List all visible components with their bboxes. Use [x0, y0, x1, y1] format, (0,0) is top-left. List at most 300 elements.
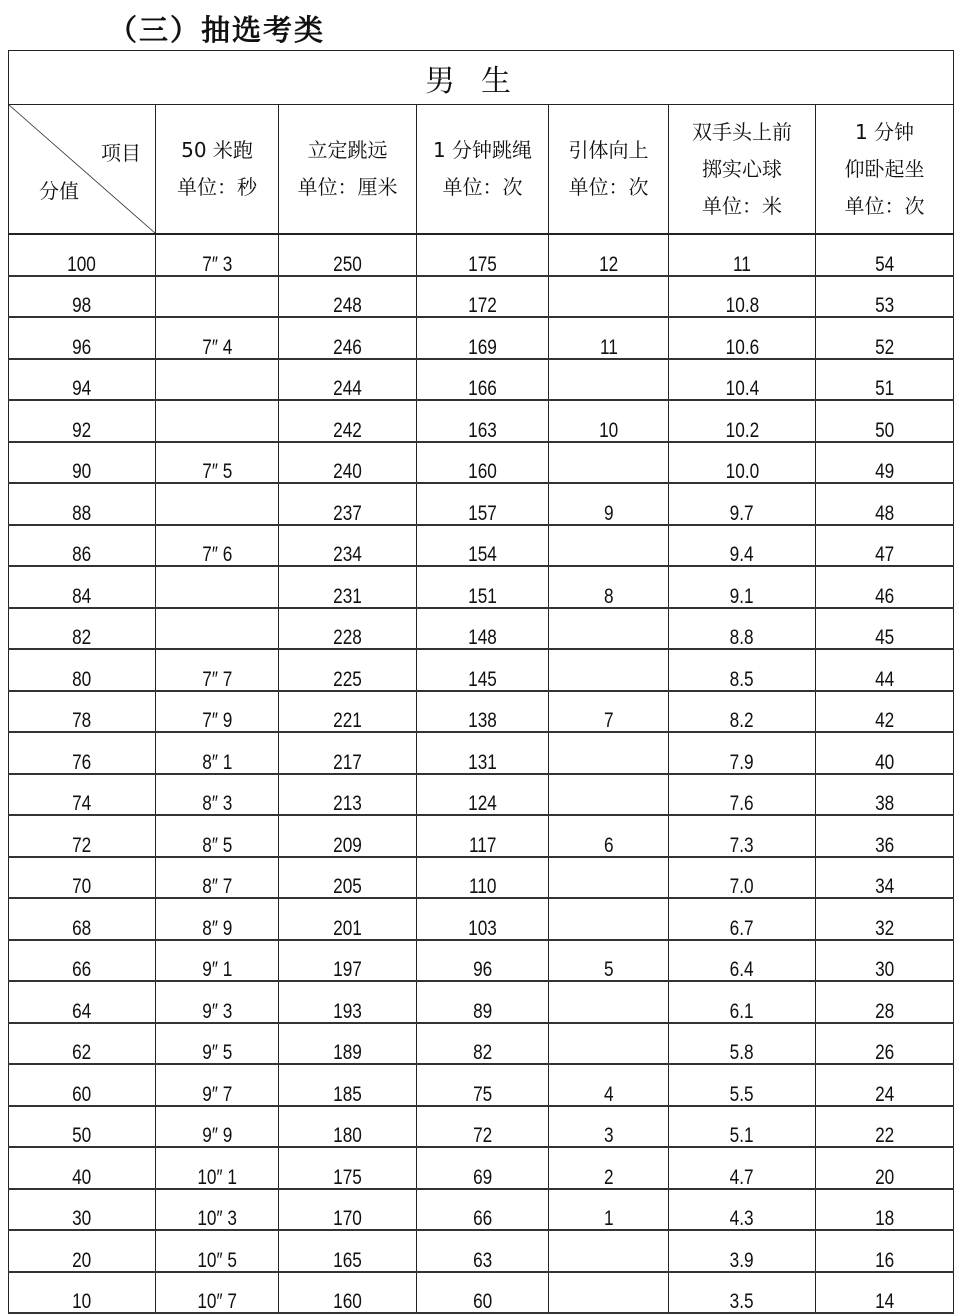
cell-text: 66: [472, 1207, 493, 1230]
table-row: [9, 359, 954, 401]
value-cell: [417, 857, 549, 899]
cell-text: 76: [72, 750, 92, 774]
value-cell: [156, 234, 279, 276]
cell-text: 8.8: [730, 626, 754, 649]
cell-text: 14: [874, 1290, 895, 1313]
cell-text: 50: [72, 1124, 92, 1147]
cell-text: 82: [72, 626, 92, 649]
value-cell: [417, 898, 549, 940]
cell-text: 3.9: [730, 1248, 754, 1272]
value-cell: [417, 981, 549, 1023]
value-cell: [669, 1272, 816, 1314]
cell-text: 80: [72, 667, 92, 691]
value-cell: [279, 317, 417, 359]
cell-text: 7.0: [730, 875, 754, 898]
column-header-line: 单位：次: [844, 193, 925, 218]
value-cell: [816, 857, 954, 899]
cell-text: 170: [333, 1207, 362, 1230]
value-cell: [417, 732, 549, 774]
cell-text: 221: [333, 709, 362, 732]
score-cell: [9, 359, 156, 401]
value-cell: [816, 649, 954, 691]
cell-text: 8″ 3: [201, 792, 233, 815]
value-cell: [417, 815, 549, 857]
table-row: [9, 774, 954, 816]
value-cell: [417, 608, 549, 650]
value-cell: [417, 234, 549, 276]
value-cell: [549, 317, 669, 359]
table-row: [9, 1064, 954, 1106]
value-cell: [417, 1272, 549, 1314]
column-header: [669, 105, 816, 235]
cell-text: 7″ 3: [201, 252, 233, 276]
value-cell: [156, 1023, 279, 1065]
cell-text: 74: [72, 792, 92, 815]
cell-text: 5.8: [730, 1041, 754, 1064]
cell-text: 157: [468, 501, 497, 525]
value-cell: [816, 276, 954, 318]
cell-text: 30: [874, 958, 895, 981]
value-cell: [669, 857, 816, 899]
cell-text: 10.4: [725, 377, 759, 400]
score-cell: [9, 276, 156, 318]
value-cell: [156, 1106, 279, 1148]
value-cell: [549, 815, 669, 857]
column-header: [279, 105, 417, 235]
cell-text: 172: [468, 294, 497, 317]
score-cell: [9, 732, 156, 774]
cell-text: 9″ 9: [201, 1124, 233, 1147]
cell-text: 16: [874, 1248, 895, 1272]
score-cell: [9, 774, 156, 816]
cell-text: 18: [874, 1207, 895, 1230]
value-cell: [816, 234, 954, 276]
value-cell: [156, 981, 279, 1023]
cell-text: 7.9: [730, 750, 754, 774]
value-cell: [816, 774, 954, 816]
cell-text: 148: [468, 626, 497, 649]
table-row: [9, 1272, 954, 1314]
table-row: [9, 649, 954, 691]
cell-text: 237: [333, 501, 362, 525]
cell-text: 42: [874, 709, 895, 732]
cell-text: 3.5: [730, 1290, 754, 1313]
score-cell: [9, 1023, 156, 1065]
cell-text: 228: [333, 626, 362, 649]
cell-text: 11: [733, 252, 751, 276]
value-cell: [156, 774, 279, 816]
value-cell: [417, 1147, 549, 1189]
score-cell: [9, 608, 156, 650]
table-row: [9, 608, 954, 650]
cell-text: 250: [333, 252, 362, 276]
value-cell: [549, 359, 669, 401]
value-cell: [549, 1023, 669, 1065]
value-cell: [417, 691, 549, 733]
value-cell: [417, 276, 549, 318]
value-cell: [669, 1064, 816, 1106]
cell-text: 180: [333, 1124, 362, 1147]
value-cell: [549, 1064, 669, 1106]
value-cell: [279, 1272, 417, 1314]
cell-text: 40: [72, 1165, 92, 1189]
score-cell: [9, 400, 156, 442]
value-cell: [156, 732, 279, 774]
score-cell: [9, 317, 156, 359]
value-cell: [816, 442, 954, 484]
table-row: [9, 442, 954, 484]
value-cell: [669, 525, 816, 567]
table-title: 男生: [9, 51, 954, 105]
value-cell: [549, 442, 669, 484]
cell-text: 6.1: [730, 999, 754, 1023]
cell-text: 11: [599, 335, 618, 359]
value-cell: [156, 1147, 279, 1189]
value-cell: [816, 1147, 954, 1189]
value-cell: [156, 317, 279, 359]
table-row: [9, 400, 954, 442]
value-cell: [816, 608, 954, 650]
cell-text: 234: [333, 543, 362, 566]
cell-text: 98: [72, 294, 92, 317]
value-cell: [279, 608, 417, 650]
value-cell: [156, 400, 279, 442]
score-cell: [9, 525, 156, 567]
cell-text: 5.5: [730, 1082, 754, 1106]
cell-text: 10: [72, 1290, 92, 1313]
value-cell: [816, 691, 954, 733]
cell-text: 60: [472, 1290, 493, 1313]
cell-text: 8: [603, 584, 614, 608]
cell-text: 82: [472, 1041, 493, 1064]
cell-text: 246: [333, 335, 362, 359]
cell-text: 20: [72, 1248, 92, 1272]
value-cell: [279, 1023, 417, 1065]
cell-text: 124: [468, 792, 497, 815]
value-cell: [816, 525, 954, 567]
value-cell: [279, 442, 417, 484]
column-header-line: 引体向上: [568, 138, 649, 162]
value-cell: [669, 691, 816, 733]
value-cell: [279, 566, 417, 608]
cell-text: 92: [72, 418, 92, 442]
column-header-line: 单位：厘米: [297, 175, 398, 199]
cell-text: 175: [468, 252, 497, 276]
cell-text: 90: [72, 460, 92, 483]
score-cell: [9, 1106, 156, 1148]
value-cell: [549, 608, 669, 650]
value-cell: [669, 940, 816, 982]
cell-text: 64: [72, 999, 92, 1023]
value-cell: [549, 483, 669, 525]
cell-text: 4: [603, 1082, 614, 1106]
cell-text: 6.7: [730, 916, 754, 940]
cell-text: 88: [72, 501, 92, 525]
table-row: [9, 1023, 954, 1065]
value-cell: [549, 525, 669, 567]
cell-text: 151: [468, 584, 497, 608]
cell-text: 72: [472, 1124, 493, 1147]
value-cell: [549, 1106, 669, 1148]
cell-text: 5.1: [730, 1124, 754, 1147]
cell-text: 242: [333, 418, 362, 442]
cell-text: 94: [72, 377, 92, 400]
score-cell: [9, 940, 156, 982]
value-cell: [669, 1230, 816, 1272]
table-row: [9, 1106, 954, 1148]
cell-text: 9″ 3: [201, 999, 233, 1023]
cell-text: 36: [874, 833, 895, 857]
cell-text: 50: [874, 418, 895, 442]
score-cell: [9, 483, 156, 525]
column-header-line: 掷实心球: [702, 156, 782, 181]
value-cell: [669, 898, 816, 940]
value-cell: [279, 815, 417, 857]
score-cell: [9, 815, 156, 857]
corner-label-score: 分值: [39, 179, 79, 203]
cell-text: 66: [72, 958, 92, 981]
cell-text: 62: [72, 1041, 92, 1064]
score-cell: [9, 857, 156, 899]
cell-text: 138: [468, 709, 497, 732]
cell-text: 9″ 5: [201, 1041, 233, 1064]
value-cell: [279, 483, 417, 525]
value-cell: [417, 483, 549, 525]
corner-label-item: 项目: [101, 141, 141, 165]
cell-text: 244: [333, 377, 362, 400]
value-cell: [816, 940, 954, 982]
value-cell: [816, 981, 954, 1023]
value-cell: [156, 525, 279, 567]
value-cell: [156, 359, 279, 401]
cell-text: 2: [603, 1165, 614, 1189]
cell-text: 10.6: [725, 335, 759, 359]
value-cell: [549, 940, 669, 982]
cell-text: 100: [67, 252, 97, 276]
cell-text: 185: [333, 1082, 362, 1106]
value-cell: [669, 732, 816, 774]
column-header: [816, 105, 954, 235]
value-cell: [279, 1106, 417, 1148]
cell-text: 248: [333, 294, 362, 317]
value-cell: [816, 1272, 954, 1314]
value-cell: [156, 898, 279, 940]
cell-text: 38: [874, 792, 895, 815]
value-cell: [156, 1064, 279, 1106]
value-cell: [156, 276, 279, 318]
column-header-line: 仰卧起坐: [844, 156, 925, 181]
value-cell: [279, 649, 417, 691]
value-cell: [156, 1272, 279, 1314]
value-cell: [669, 276, 816, 318]
score-cell: [9, 1230, 156, 1272]
value-cell: [279, 857, 417, 899]
cell-text: 231: [333, 584, 362, 608]
cell-text: 63: [472, 1248, 493, 1272]
cell-text: 9.4: [730, 543, 754, 566]
scoring-table: [8, 50, 954, 1314]
cell-text: 51: [874, 377, 895, 400]
column-header-line: 单位：次: [442, 175, 523, 199]
value-cell: [816, 317, 954, 359]
cell-text: 240: [333, 460, 362, 483]
cell-text: 189: [333, 1041, 362, 1064]
cell-text: 12: [598, 252, 619, 276]
cell-text: 7″ 5: [201, 460, 233, 483]
value-cell: [279, 276, 417, 318]
cell-text: 78: [72, 709, 92, 732]
value-cell: [156, 649, 279, 691]
table-row: [9, 857, 954, 899]
cell-text: 5: [603, 958, 614, 981]
table-row: [9, 940, 954, 982]
value-cell: [816, 1230, 954, 1272]
cell-text: 9: [603, 501, 614, 525]
section-heading: （三）抽选考类: [108, 13, 326, 47]
value-cell: [669, 1189, 816, 1231]
value-cell: [417, 1106, 549, 1148]
value-cell: [669, 234, 816, 276]
cell-text: 7″ 7: [201, 667, 233, 691]
cell-text: 7.6: [730, 792, 754, 815]
value-cell: [669, 566, 816, 608]
cell-text: 213: [333, 792, 362, 815]
cell-text: 46: [874, 584, 895, 608]
cell-text: 163: [468, 418, 497, 442]
value-cell: [549, 857, 669, 899]
cell-text: 175: [333, 1165, 362, 1189]
value-cell: [279, 732, 417, 774]
cell-text: 110: [468, 875, 497, 898]
value-cell: [669, 774, 816, 816]
value-cell: [669, 981, 816, 1023]
cell-text: 32: [874, 916, 895, 940]
cell-text: 68: [72, 916, 92, 940]
value-cell: [816, 898, 954, 940]
table-row: [9, 234, 954, 276]
value-cell: [549, 1189, 669, 1231]
table-row: [9, 691, 954, 733]
cell-text: 22: [874, 1124, 895, 1147]
cell-text: 165: [333, 1248, 362, 1272]
value-cell: [549, 234, 669, 276]
value-cell: [156, 857, 279, 899]
value-cell: [417, 1189, 549, 1231]
cell-text: 24: [874, 1082, 895, 1106]
cell-text: 72: [72, 833, 92, 857]
table-row: [9, 1189, 954, 1231]
column-header-line: 双手头上前: [692, 119, 792, 144]
value-cell: [816, 483, 954, 525]
value-cell: [279, 359, 417, 401]
cell-text: 10.0: [725, 460, 759, 483]
cell-text: 8″ 9: [201, 916, 233, 940]
value-cell: [549, 898, 669, 940]
cell-text: 7″ 6: [201, 543, 233, 566]
cell-text: 10.2: [725, 418, 759, 442]
value-cell: [156, 1189, 279, 1231]
cell-text: 9.7: [730, 501, 754, 525]
cell-text: 160: [468, 460, 497, 483]
table-row: [9, 1230, 954, 1272]
value-cell: [816, 732, 954, 774]
cell-text: 205: [333, 875, 362, 898]
cell-text: 7″ 4: [201, 335, 233, 359]
cell-text: 9″ 7: [201, 1082, 233, 1106]
table-row: [9, 317, 954, 359]
value-cell: [816, 1189, 954, 1231]
value-cell: [417, 525, 549, 567]
table-row: [9, 483, 954, 525]
cell-text: 10″ 7: [197, 1290, 237, 1313]
value-cell: [156, 691, 279, 733]
cell-text: 193: [333, 999, 362, 1023]
value-cell: [549, 566, 669, 608]
value-cell: [816, 359, 954, 401]
column-header-line: 单位：米: [702, 193, 782, 218]
value-cell: [156, 483, 279, 525]
cell-text: 45: [874, 626, 895, 649]
value-cell: [279, 234, 417, 276]
cell-text: 75: [472, 1082, 493, 1106]
cell-text: 8″ 5: [201, 833, 233, 857]
cell-text: 131: [468, 750, 497, 774]
cell-text: 28: [874, 999, 895, 1023]
cell-text: 117: [468, 833, 497, 857]
column-header: [549, 105, 669, 235]
cell-text: 154: [468, 543, 497, 566]
table-row: [9, 525, 954, 567]
value-cell: [669, 483, 816, 525]
score-cell: [9, 234, 156, 276]
value-cell: [669, 1106, 816, 1148]
cell-text: 30: [72, 1207, 92, 1230]
value-cell: [417, 774, 549, 816]
cell-text: 10.8: [725, 294, 759, 317]
cell-text: 166: [468, 377, 497, 400]
table-row: [9, 276, 954, 318]
cell-text: 69: [472, 1165, 493, 1189]
value-cell: [816, 400, 954, 442]
value-cell: [669, 400, 816, 442]
cell-text: 40: [874, 750, 895, 774]
value-cell: [669, 649, 816, 691]
column-header-line: 50 米跑: [181, 138, 253, 162]
value-cell: [417, 649, 549, 691]
score-cell: [9, 1064, 156, 1106]
score-cell: [9, 898, 156, 940]
column-header-line: 1 分钟: [854, 119, 915, 144]
cell-text: 48: [874, 501, 895, 525]
column-header-line: 单位：次: [568, 175, 649, 199]
cell-text: 169: [468, 335, 497, 359]
value-cell: [279, 898, 417, 940]
score-cell: [9, 1189, 156, 1231]
value-cell: [549, 691, 669, 733]
cell-text: 6: [603, 833, 614, 857]
cell-text: 8.5: [730, 667, 754, 691]
score-cell: [9, 1147, 156, 1189]
cell-text: 10: [598, 418, 619, 442]
table-row: [9, 566, 954, 608]
table-row: [9, 815, 954, 857]
value-cell: [549, 1230, 669, 1272]
score-cell: [9, 981, 156, 1023]
value-cell: [417, 1230, 549, 1272]
cell-text: 52: [874, 335, 895, 359]
cell-text: 1: [603, 1207, 614, 1230]
cell-text: 34: [874, 875, 895, 898]
